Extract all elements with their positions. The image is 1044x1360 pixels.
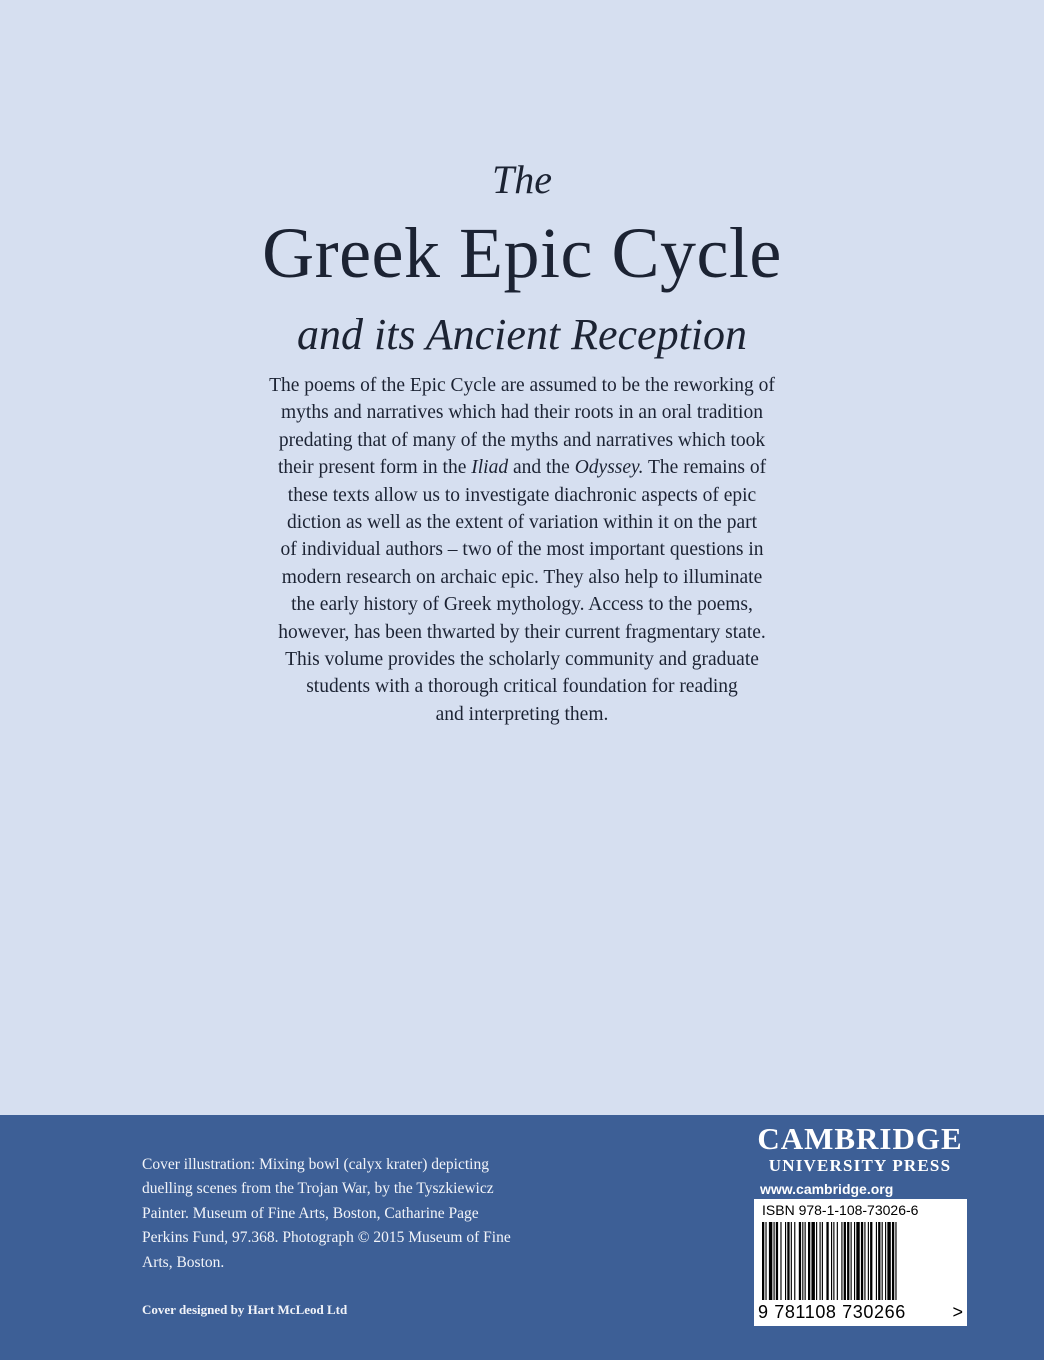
blurb-line: the early history of Greek mythology. Access to the poems, bbox=[291, 594, 753, 616]
barcode-bar bbox=[816, 1222, 817, 1300]
blurb-line bbox=[212, 454, 832, 481]
barcode-bar bbox=[820, 1222, 821, 1300]
barcode-bar bbox=[787, 1222, 789, 1300]
blurb-line: The poems of the Epic Cycle are assumed to be the reworking of bbox=[269, 375, 775, 396]
credit-line: Painter. Museum of Fine Arts, Boston, Catharine Page bbox=[142, 1204, 479, 1222]
barcode-bar bbox=[799, 1222, 801, 1300]
barcode-bar bbox=[826, 1222, 828, 1300]
barcode-bar bbox=[847, 1222, 849, 1300]
blurb-line: and interpreting them. bbox=[435, 703, 609, 725]
blurb-line: of individual authors – two of the most important questions in bbox=[280, 539, 764, 561]
title-block bbox=[0, 150, 1044, 366]
blurb-line: however, has been thwarted by their current fragmentary state. bbox=[278, 621, 766, 643]
credit-line: Arts, Boston. bbox=[142, 1253, 225, 1271]
publisher-logo-name: CAMBRIDGE bbox=[757, 1121, 963, 1156]
blurb-text: The remains of bbox=[643, 457, 767, 479]
barcode-bar bbox=[780, 1222, 781, 1300]
credit-line: Cover illustration: Mixing bowl (calyx krater) depicting bbox=[142, 1156, 489, 1173]
publisher-url: www.cambridge.org bbox=[760, 1181, 894, 1197]
barcode-bar bbox=[885, 1222, 886, 1300]
barcode-bar bbox=[887, 1222, 890, 1300]
blurb-line: This volume provides the scholarly community and graduate bbox=[285, 649, 759, 671]
barcode-bar bbox=[882, 1222, 883, 1300]
barcode-bar bbox=[776, 1222, 778, 1300]
iliad-title: Iliad bbox=[471, 457, 509, 479]
blurb-line: students with a thorough critical foundation for reading bbox=[306, 676, 738, 698]
blurb-line: modern research on archaic epic. They also help to illuminate bbox=[281, 566, 763, 588]
barcode-bar bbox=[878, 1222, 880, 1300]
blurb-line: predating that of many of the myths and narratives which took bbox=[278, 429, 766, 451]
odyssey-title: Odyssey. bbox=[574, 457, 644, 479]
barcode-bar bbox=[791, 1222, 792, 1300]
barcode-bar bbox=[769, 1222, 772, 1300]
barcode-bar bbox=[774, 1222, 775, 1300]
credit-line: Perkins Fund, 97.368. Photograph © 2015 Museum of Fine bbox=[142, 1229, 511, 1247]
barcode-bar bbox=[892, 1222, 894, 1300]
barcode-bar bbox=[808, 1222, 810, 1300]
blurb-line: diction as well as the extent of variation within it on the part bbox=[286, 512, 758, 534]
barcode-bar bbox=[805, 1222, 806, 1300]
barcode-bar bbox=[868, 1222, 869, 1300]
barcode-bar bbox=[876, 1222, 877, 1300]
barcode-bar bbox=[854, 1222, 855, 1300]
barcode-bar bbox=[851, 1222, 852, 1300]
barcode-bar bbox=[861, 1222, 863, 1300]
barcode-bar bbox=[856, 1222, 859, 1300]
barcode-bar bbox=[785, 1222, 786, 1300]
barcode-bar bbox=[837, 1222, 838, 1300]
barcode-bar bbox=[833, 1222, 834, 1300]
barcode-bar bbox=[864, 1222, 865, 1300]
barcode-bar bbox=[794, 1222, 795, 1300]
book-title: Greek Epic Cycle bbox=[262, 213, 782, 293]
publisher-logo-subtitle: UNIVERSITY PRESS bbox=[768, 1156, 952, 1175]
cover-designer-credit: Cover designed by Hart McLeod Ltd bbox=[142, 1302, 348, 1317]
barcode-bar bbox=[844, 1222, 846, 1300]
barcode-bar bbox=[841, 1222, 842, 1300]
blurb-text: their present form in the bbox=[277, 457, 472, 479]
blurb-line: these texts allow us to investigate diachronic aspects of epic bbox=[287, 484, 757, 506]
credit-line: duelling scenes from the Trojan War, by the Tyszkiewicz bbox=[142, 1180, 494, 1198]
barcode-digits: 9 781108 730266 bbox=[758, 1302, 906, 1322]
blurb-line: myths and narratives which had their roots in an oral tradition bbox=[281, 402, 763, 424]
title-the: The bbox=[492, 157, 552, 202]
barcode-bar bbox=[895, 1222, 896, 1300]
cover-illustration-credit bbox=[142, 1153, 552, 1275]
barcode-chevron: > bbox=[952, 1302, 963, 1322]
barcode-bar bbox=[762, 1222, 764, 1300]
isbn-label: ISBN 978-1-108-73026-6 bbox=[762, 1202, 919, 1218]
book-blurb bbox=[212, 372, 832, 728]
barcode-bar bbox=[802, 1222, 803, 1300]
blurb-text: and the bbox=[508, 457, 575, 479]
barcode-bar bbox=[831, 1222, 832, 1300]
barcode-bar bbox=[822, 1222, 823, 1300]
barcode-bar bbox=[811, 1222, 814, 1300]
barcode-bar bbox=[765, 1222, 766, 1300]
barcode-icon bbox=[760, 1222, 950, 1300]
barcode-bar bbox=[870, 1222, 872, 1300]
book-subtitle: and its Ancient Reception bbox=[296, 310, 748, 359]
barcode-panel bbox=[754, 1199, 967, 1326]
